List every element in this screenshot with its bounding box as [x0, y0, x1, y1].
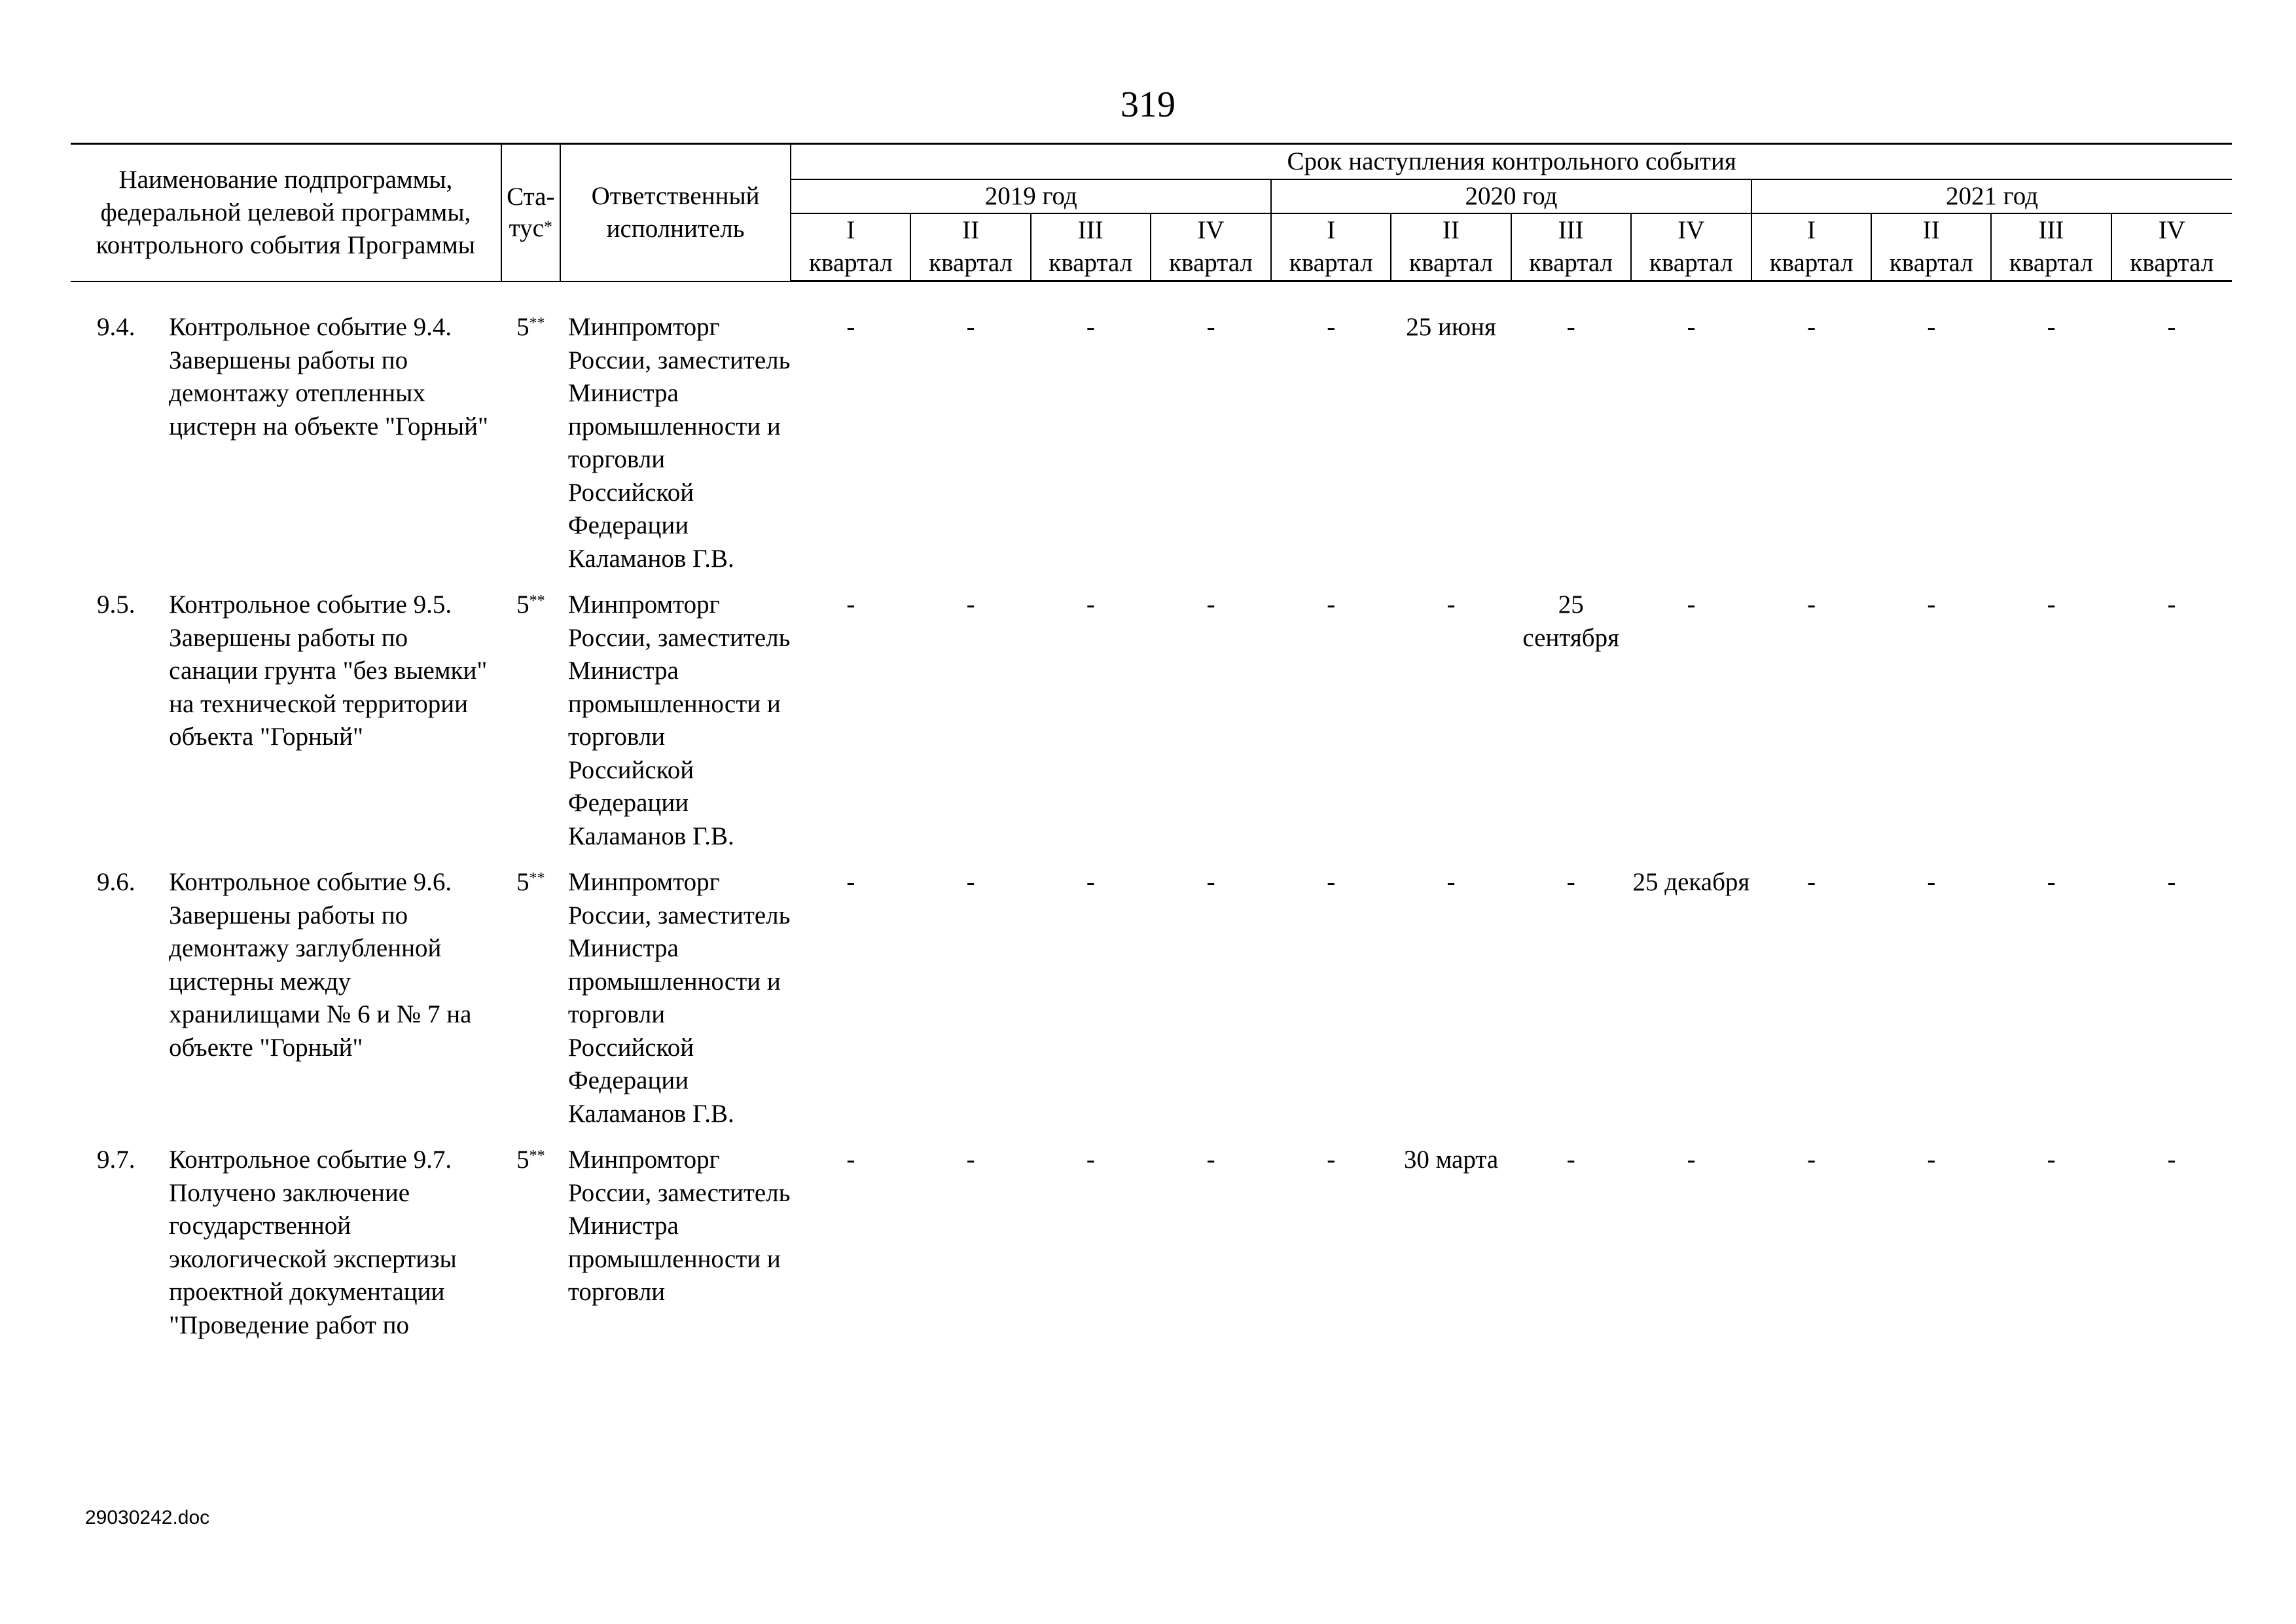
row-event-name: Контрольное событие 9.6. Завершены работы по демонтажу заглубленной цистерны между хранилищами № 6 и № 7 на объекте "Горный" [169, 868, 472, 1062]
header-quarter: I квартал [791, 213, 910, 281]
header-deadline-col: Срок наступления контрольного события [791, 144, 2232, 179]
row-quarter-cell: - [1807, 868, 1816, 896]
table-row [71, 866, 2232, 1144]
table-row [71, 311, 2232, 588]
status-mark: ** [529, 315, 545, 332]
row-quarter-cell: - [1807, 313, 1816, 341]
row-quarter-cell: - [2167, 590, 2176, 619]
row-quarter-cell: - [1807, 590, 1816, 619]
row-quarter-cell: - [1566, 868, 1575, 896]
row-quarter-cell: 25 декабря [1632, 868, 1750, 896]
header-quarter: IV квартал [2111, 213, 2232, 281]
row-quarter-cell: - [1327, 1146, 1336, 1174]
row-quarter-cell: - [1206, 1146, 1215, 1174]
row-quarter-cell: - [1927, 868, 1936, 896]
row-quarter-cell: - [1687, 1146, 1696, 1174]
page-number: 319 [1121, 84, 1175, 125]
table-row [71, 1144, 2232, 1342]
row-quarter-cell: - [1206, 868, 1215, 896]
row-executor: Минпромторг России, заместитель Министра промышленности и торговли Российской Федерации Каламанов Г.В. [567, 313, 791, 573]
row-quarter-cell: - [2047, 590, 2056, 619]
row-quarter-cell: - [1327, 868, 1336, 896]
header-quarter: IV квартал [1631, 213, 1751, 281]
header-quarter: II квартал [1871, 213, 1991, 281]
row-quarter-cell: - [2047, 868, 2056, 896]
row-quarter-cell: - [966, 590, 975, 619]
header-name-col: Наименование подпрограммы, федеральной целевой программы, контрольного события Программы [71, 144, 501, 281]
row-quarter-cell: - [1687, 313, 1696, 341]
row-quarter-cell: - [1446, 590, 1456, 619]
row-quarter-cell: - [1086, 590, 1095, 619]
row-quarter-cell: - [1807, 1146, 1816, 1174]
row-event-name: Контрольное событие 9.5. Завершены работы по санации грунта "без выемки" на технической территории объекта "Горный" [169, 590, 488, 751]
row-quarter-cell: - [966, 1146, 975, 1174]
row-quarter-cell: - [1086, 313, 1095, 341]
row-event-name: Контрольное событие 9.4. Завершены работы по демонтажу отепленных цистерн на объекте "Горный" [169, 313, 488, 441]
row-quarter-cell: - [1327, 590, 1336, 619]
row-status: 5** [516, 313, 545, 341]
row-status: 5** [516, 868, 545, 896]
row-event-name: Контрольное событие 9.7. Получено заключение государственной экологической экспертизы проектной документации "Проведение работ по [169, 1146, 457, 1339]
header-quarter: I квартал [1271, 213, 1391, 281]
table-body [71, 311, 2232, 1342]
row-number: 9.5. [97, 590, 135, 619]
footer-filename: 29030242.doc [85, 1507, 210, 1528]
row-quarter-cell: - [1566, 1146, 1575, 1174]
row-number: 9.4. [97, 313, 135, 341]
row-number: 9.7. [97, 1146, 135, 1174]
table-row [71, 588, 2232, 866]
status-mark: ** [529, 592, 545, 609]
header-status-top: Ста- [507, 182, 555, 211]
header-year-2020: 2020 год [1271, 179, 1751, 213]
row-quarter-cell: 25 июня [1406, 313, 1496, 341]
row-quarter-cell: - [966, 313, 975, 341]
row-quarter-cell: 25 сентября [1522, 590, 1620, 652]
row-quarter-cell: - [2167, 313, 2176, 341]
row-quarter-cell: - [1687, 590, 1696, 619]
row-quarter-cell: - [846, 868, 855, 896]
header-status-star: * [544, 217, 552, 236]
header-quarter: I квартал [1751, 213, 1871, 281]
header-quarter: IV квартал [1151, 213, 1271, 281]
status-mark: ** [529, 1147, 545, 1164]
row-quarter-cell: - [1086, 1146, 1095, 1174]
row-executor: Минпромторг России, заместитель Министра промышленности и торговли [567, 1146, 791, 1306]
row-quarter-cell: - [2047, 1146, 2056, 1174]
row-quarter-cell: - [846, 313, 855, 341]
row-quarter-cell: - [2167, 868, 2176, 896]
row-quarter-cell: - [1327, 313, 1336, 341]
header-quarter: III квартал [1031, 213, 1151, 281]
row-quarter-cell: - [1446, 868, 1456, 896]
row-quarter-cell: - [2167, 1146, 2176, 1174]
header-quarter: III квартал [1991, 213, 2111, 281]
header-status-bottom: тус [509, 213, 544, 242]
header-quarter: II квартал [1391, 213, 1511, 281]
row-executor: Минпромторг России, заместитель Министра промышленности и торговли Российской Федерации Каламанов Г.В. [567, 868, 791, 1128]
header-status-col [501, 144, 560, 281]
row-executor: Минпромторг России, заместитель Министра промышленности и торговли Российской Федерации Каламанов Г.В. [567, 590, 791, 850]
row-quarter-cell: - [1206, 313, 1215, 341]
row-quarter-cell: - [846, 590, 855, 619]
header-exec-col: Ответственный исполнитель [560, 144, 791, 281]
table-header [71, 143, 2232, 282]
header-quarter: III квартал [1511, 213, 1631, 281]
row-number: 9.6. [97, 868, 135, 896]
row-quarter-cell: - [846, 1146, 855, 1174]
row-quarter-cell: - [1206, 590, 1215, 619]
row-quarter-cell: - [1566, 313, 1575, 341]
header-year-2021: 2021 год [1751, 179, 2232, 213]
row-quarter-cell: - [966, 868, 975, 896]
row-quarter-cell: 30 марта [1403, 1146, 1499, 1174]
row-status: 5** [516, 590, 545, 619]
row-status: 5** [516, 1146, 545, 1174]
row-quarter-cell: - [1086, 868, 1095, 896]
row-quarter-cell: - [1927, 1146, 1936, 1174]
header-year-2019: 2019 год [791, 179, 1271, 213]
row-quarter-cell: - [1927, 313, 1936, 341]
status-mark: ** [529, 870, 545, 887]
row-quarter-cell: - [2047, 313, 2056, 341]
header-quarter: II квартал [910, 213, 1030, 281]
row-quarter-cell: - [1927, 590, 1936, 619]
